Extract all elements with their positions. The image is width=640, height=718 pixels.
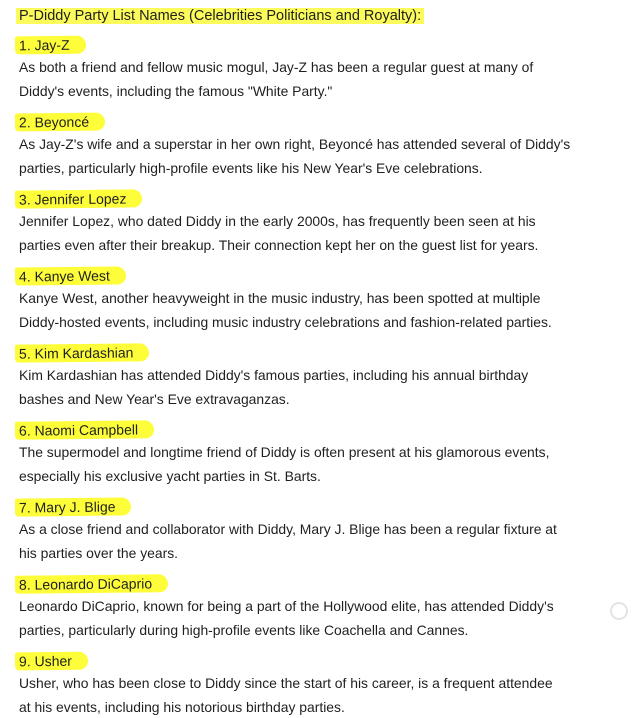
watermark — [610, 602, 628, 620]
list-item — [19, 36, 630, 102]
entry-description-line: parties, particularly high-profile events like his New Year's Eve celebrations. — [19, 157, 630, 180]
list-item — [19, 652, 630, 718]
entry-description-line: Diddy-hosted events, including music industry celebrations and fashion-related parties. — [19, 311, 630, 334]
entry-name-highlighted: 3. Jennifer Lopez — [15, 189, 143, 208]
list-item — [19, 575, 630, 641]
entry-description-line: parties even after their breakup. Their connection kept her on the guest list for years. — [19, 234, 630, 257]
entry-description-line: Usher, who has been close to Diddy since the start of his career, is a frequent attendee — [19, 672, 630, 695]
entry-name-highlighted: 7. Mary J. Blige — [15, 497, 132, 516]
list-item — [19, 498, 630, 564]
entry-description-line: The supermodel and longtime friend of Diddy is often present at his glamorous events, — [19, 441, 630, 464]
entry-description-line: parties, particularly during high-profile events like Coachella and Cannes. — [19, 619, 630, 642]
entry-name-highlighted: 1. Jay-Z — [15, 36, 86, 55]
entry-description-line: his parties over the years. — [19, 542, 630, 565]
entry-description-line: at his events, including his notorious birthday parties. — [19, 696, 630, 718]
entry-description-line: Jennifer Lopez, who dated Diddy in the early 2000s, has frequently been seen at his — [19, 210, 630, 233]
page-title: P-Diddy Party List Names (Celebrities Politicians and Royalty): — [16, 6, 424, 26]
entry-list — [19, 36, 630, 718]
circle-logo-icon — [610, 602, 628, 620]
entry-description-line: Kanye West, another heavyweight in the music industry, has been spotted at multiple — [19, 287, 630, 310]
entry-name-highlighted: 6. Naomi Campbell — [15, 420, 154, 439]
entry-description-line: As Jay-Z's wife and a superstar in her own right, Beyoncé has attended several of Diddy's — [19, 133, 630, 156]
entry-description-line: Leonardo DiCaprio, known for being a part of the Hollywood elite, has attended Diddy's — [19, 595, 630, 618]
entry-name-highlighted: 2. Beyoncé — [15, 113, 105, 132]
list-item — [19, 421, 630, 487]
entry-description-line: especially his exclusive yacht parties in St. Barts. — [19, 465, 630, 488]
entry-description-line: bashes and New Year's Eve extravaganzas. — [19, 388, 630, 411]
list-item — [19, 190, 630, 256]
entry-name-highlighted: 8. Leonardo DiCaprio — [15, 574, 168, 594]
entry-name-highlighted: 5. Kim Kardashian — [15, 343, 150, 362]
list-item — [19, 113, 630, 179]
list-item — [19, 344, 630, 410]
entry-description-line: As a close friend and collaborator with Diddy, Mary J. Blige has been a regular fixture at — [19, 518, 630, 541]
entry-description-line: As both a friend and fellow music mogul, Jay-Z has been a regular guest at many of — [19, 56, 630, 79]
entry-name-highlighted: 4. Kanye West — [15, 266, 126, 285]
list-item — [19, 267, 630, 333]
entry-name-highlighted: 9. Usher — [15, 652, 88, 671]
entry-description-line: Kim Kardashian has attended Diddy's famous parties, including his annual birthday — [19, 364, 630, 387]
entry-description-line: Diddy's events, including the famous "White Party." — [19, 80, 630, 103]
